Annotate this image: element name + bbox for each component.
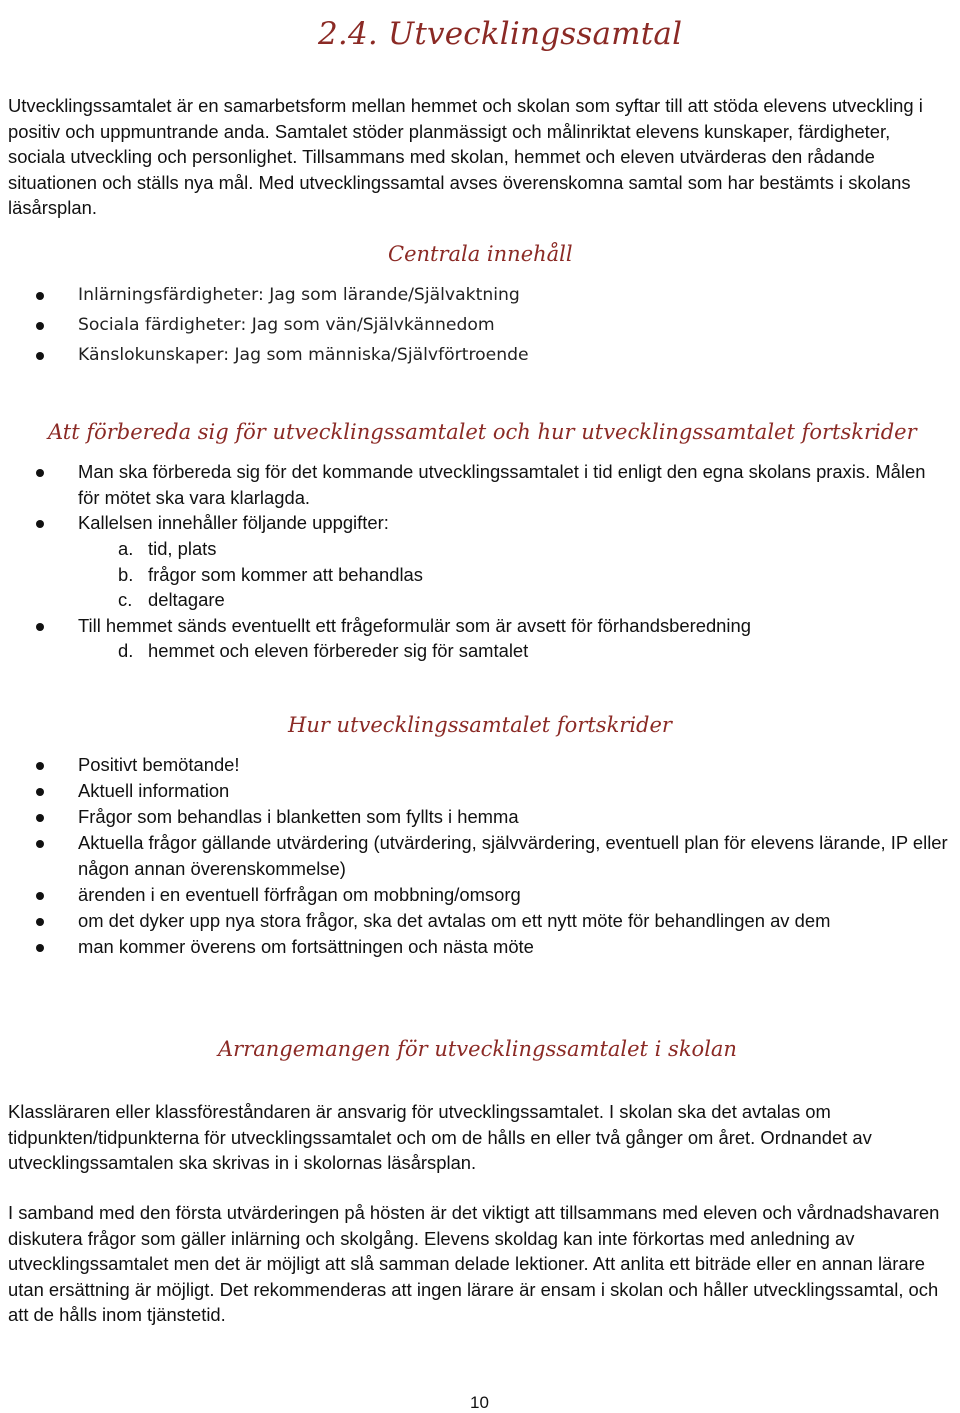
bullet-icon	[36, 918, 44, 926]
list-item: Inlärningsfärdigheter: Jag som lärande/Självaktning	[0, 280, 950, 310]
questionnaire-sublist	[0, 638, 528, 664]
arrangement-paragraph-2: I samband med den första utvärderingen på hösten är det viktigt att tillsammans med eleven och vårdnadshavaren diskutera frågor som gäller inlärning och skolgång. Elevens skoldag kan inte förkortas med anledning av utvecklingssamtalet men det är möjligt att slå samman delade lektioner. Att anlita ett biträde eller en annan lärare utan ersättning är möjligt. Det rekommenderas att ingen lärare är ensam i skolan och håller utvecklingssamtal, och att de hålls inom tjänstetid.	[8, 1202, 940, 1325]
bullet-icon	[36, 840, 44, 848]
list-item: d. hemmet och eleven förbereder sig för samtalet	[118, 640, 529, 661]
prepare-list-2	[0, 613, 950, 639]
bullet-icon	[36, 762, 44, 770]
bullet-icon	[36, 520, 44, 528]
list-item: Sociala färdigheter: Jag som vän/Självkännedom	[0, 310, 950, 340]
bullet-icon	[36, 292, 44, 300]
central-list	[0, 280, 950, 370]
list-item: c. deltagare	[118, 589, 225, 610]
list-item: Aktuell information	[0, 778, 950, 804]
prepare-heading: Att förbereda sig för utvecklingssamtalet och hur utvecklingssamtalet fortskrider	[48, 420, 917, 444]
arrangement-paragraph-1: Klassläraren eller klassföreståndaren är ansvarig för utvecklingssamtalet. I skolan ska det avtalas om tidpunkten/tidpunkterna för utvecklingssamtalet och om de hålls en eller två gånger om året. Ordnandet av utvecklingssamtalen ska skrivas in i skolornas läsårsplan.	[8, 1101, 872, 1173]
progress-list	[0, 752, 950, 960]
intro-paragraph: Utvecklingssamtalet är en samarbetsform mellan hemmet och skolan som syftar till att stöda elevens utveckling i positiv och uppmuntrande anda. Samtalet stöder planmässigt och målinriktat elevens kunskaper, färdigheter, sociala utveckling och personlighet. Tillsammans med skolan, hemmet och eleven utvärderas den rådande situationen och ställs nya mål. Med utvecklingssamtal avses överenskomna samtal som har bestämts i skolans läsårsplan.	[8, 95, 923, 218]
invitation-sublist	[0, 536, 423, 613]
list-item: Känslokunskaper: Jag som människa/Självförtroende	[0, 340, 950, 370]
bullet-icon	[36, 944, 44, 952]
bullet-icon	[36, 814, 44, 822]
bullet-icon	[36, 892, 44, 900]
list-item: Aktuella frågor gällande utvärdering (utvärdering, självvärdering, eventuell plan för elevens lärande, IP eller någon annan överenskommelse)	[0, 830, 950, 882]
bullet-icon	[36, 322, 44, 330]
list-item: om det dyker upp nya stora frågor, ska det avtalas om ett nytt möte för behandlingen av dem	[0, 908, 950, 934]
bullet-icon	[36, 623, 44, 631]
list-item: Man ska förbereda sig för det kommande utvecklingssamtalet i tid enligt den egna skolans praxis. Målen för mötet ska vara klarlagda.	[0, 459, 950, 510]
prepare-list	[0, 459, 950, 536]
bullet-icon	[36, 788, 44, 796]
bullet-icon	[36, 352, 44, 360]
list-item: Positivt bemötande!	[0, 752, 950, 778]
central-heading: Centrala innehåll	[388, 242, 573, 266]
list-item: Frågor som behandlas i blanketten som fyllts i hemma	[0, 804, 950, 830]
bullet-icon	[36, 469, 44, 477]
arrangement-heading: Arrangemangen för utvecklingssamtalet i skolan	[218, 1037, 737, 1061]
list-item: ärenden i en eventuell förfrågan om mobbning/omsorg	[0, 882, 950, 908]
list-item: Kallelsen innehåller följande uppgifter:	[0, 510, 950, 536]
list-item: Till hemmet sänds eventuellt ett frågeformulär som är avsett för förhandsberedning	[0, 613, 950, 639]
page-title: 2.4. Utvecklingssamtal	[318, 16, 683, 52]
list-item: b. frågor som kommer att behandlas	[118, 563, 423, 585]
progress-heading: Hur utvecklingssamtalet fortskrider	[288, 713, 672, 737]
page-number: 10	[470, 1393, 489, 1412]
list-item: man kommer överens om fortsättningen och nästa möte	[0, 934, 950, 960]
list-item: a. tid, plats	[118, 538, 217, 559]
